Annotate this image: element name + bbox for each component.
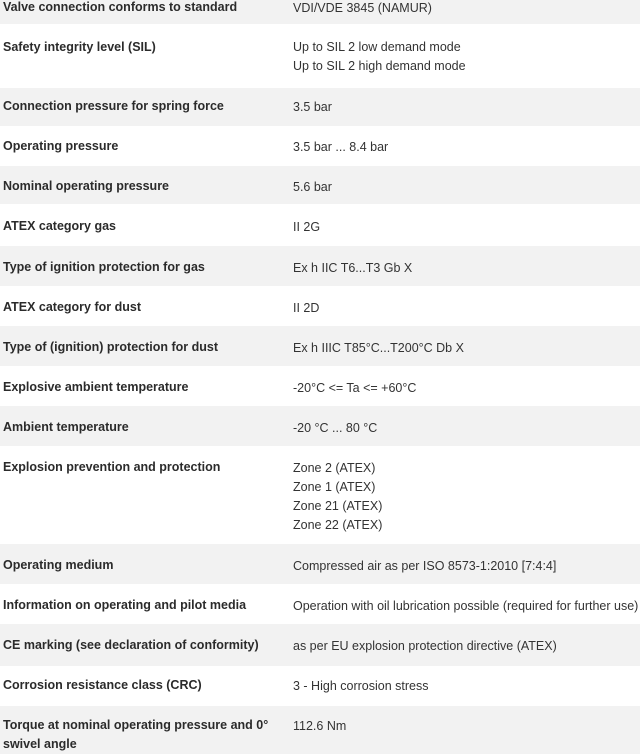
spec-label: Valve connection conforms to standard: [3, 0, 238, 14]
spec-label: Explosive ambient temperature: [3, 380, 189, 394]
table-row: [0, 204, 640, 246]
table-row: [0, 666, 640, 706]
spec-value-line: Ex h IIIC T85°C...T200°C Db X: [293, 341, 464, 355]
spec-value-line: Up to SIL 2 high demand mode: [293, 59, 466, 73]
spec-label: Connection pressure for spring force: [3, 99, 224, 113]
spec-value: [293, 38, 640, 76]
spec-value: [293, 717, 640, 736]
spec-label: ATEX category gas: [3, 219, 117, 233]
spec-label: Nominal operating pressure: [3, 179, 170, 193]
table-row: [0, 446, 640, 544]
spec-label: ATEX category for dust: [3, 300, 141, 314]
spec-value: [293, 299, 640, 318]
spec-value-line: Operation with oil lubrication possible (required for further use): [293, 599, 639, 613]
spec-label: Ambient temperature: [3, 420, 129, 434]
spec-label: Safety integrity level (SIL): [3, 40, 156, 54]
table-row: [0, 544, 640, 584]
spec-value-line: Zone 1 (ATEX): [293, 480, 376, 494]
table-row: [0, 406, 640, 446]
spec-value-line: 3.5 bar: [293, 100, 332, 114]
table-row: [0, 166, 640, 204]
spec-value: [293, 218, 640, 237]
table-row: [0, 326, 640, 366]
spec-value: [293, 178, 640, 197]
spec-label: Information on operating and pilot media: [3, 598, 247, 612]
spec-value-line: Compressed air as per ISO 8573-1:2010 [7:4:4]: [293, 559, 557, 573]
spec-value: [293, 557, 640, 576]
spec-label: Type of ignition protection for gas: [3, 260, 205, 274]
table-row: [0, 246, 640, 286]
spec-value-line: Zone 2 (ATEX): [293, 461, 376, 475]
table-row: [0, 624, 640, 666]
table-row: [0, 126, 640, 166]
spec-value-line: Ex h IIC T6...T3 Gb X: [293, 261, 413, 275]
spec-value-line: VDI/VDE 3845 (NAMUR): [293, 1, 432, 15]
spec-value: [293, 379, 640, 398]
table-row: [0, 24, 640, 88]
spec-label: Operating medium: [3, 558, 114, 572]
table-row: [0, 0, 640, 24]
spec-value: [293, 138, 640, 157]
spec-value-line: 3.5 bar ... 8.4 bar: [293, 140, 389, 154]
spec-value-line: II 2D: [293, 301, 320, 315]
spec-value-line: as per EU explosion protection directive (ATEX): [293, 639, 557, 653]
spec-value-line: Zone 21 (ATEX): [293, 499, 383, 513]
spec-label: Operating pressure: [3, 139, 119, 153]
spec-value: [293, 0, 640, 18]
table-row: [0, 706, 640, 754]
spec-value: [293, 98, 640, 117]
spec-value-line: Up to SIL 2 low demand mode: [293, 40, 461, 54]
spec-label: CE marking (see declaration of conformity): [3, 638, 259, 652]
spec-value: [293, 419, 640, 438]
spec-value-line: -20 °C ... 80 °C: [293, 421, 378, 435]
spec-value-line: 5.6 bar: [293, 180, 332, 194]
spec-value-line: Zone 22 (ATEX): [293, 518, 383, 532]
spec-value: [293, 339, 640, 358]
table-row: [0, 366, 640, 406]
spec-value: [293, 677, 640, 696]
spec-value: [293, 637, 640, 656]
spec-value-line: 3 - High corrosion stress: [293, 679, 429, 693]
spec-value-line: 112.6 Nm: [293, 719, 347, 733]
spec-label: Explosion prevention and protection: [3, 460, 221, 474]
spec-label: Torque at nominal operating pressure and 0° swivel angle: [3, 718, 269, 751]
spec-label: Type of (ignition) protection for dust: [3, 340, 219, 354]
spec-value: [293, 259, 640, 278]
table-row: [0, 88, 640, 126]
spec-value-line: II 2G: [293, 220, 321, 234]
spec-label: Corrosion resistance class (CRC): [3, 678, 202, 692]
spec-value: [293, 459, 640, 535]
spec-value-line: -20°C <= Ta <= +60°C: [293, 381, 417, 395]
table-row: [0, 286, 640, 326]
table-row: [0, 584, 640, 624]
spec-value: [293, 597, 640, 616]
